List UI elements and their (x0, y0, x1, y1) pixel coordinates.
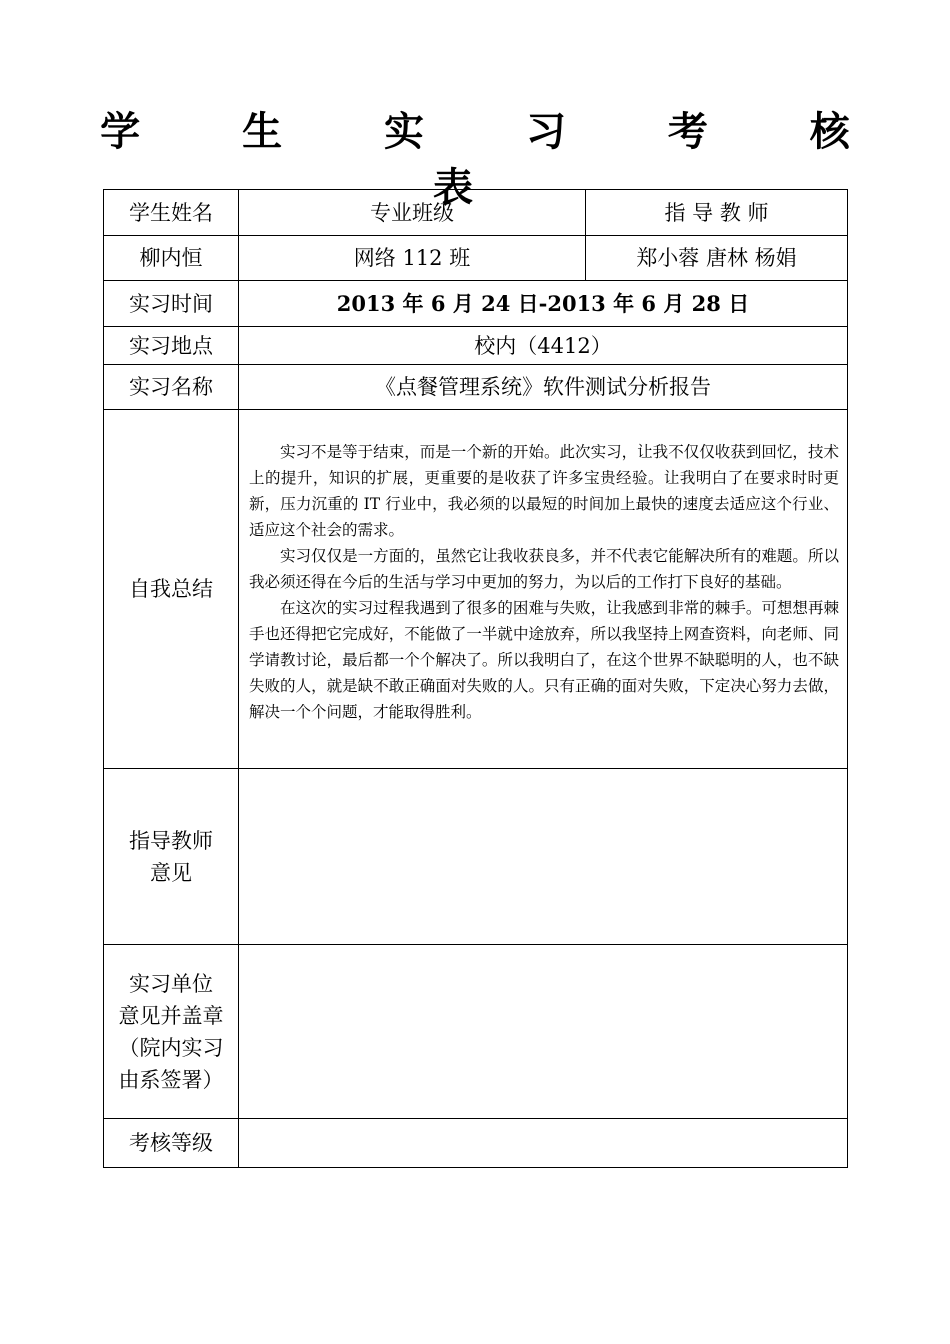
header-row (104, 190, 848, 236)
teachers-value: 郑小蓉 唐林 杨娟 (586, 236, 848, 281)
teacher-opinion-row (104, 769, 848, 945)
time-label: 实习时间 (104, 281, 239, 327)
summary-paragraph-2: 实习仅仅是一方面的，虽然它让我收获良多，并不代表它能解决所有的难题。所以我必须还得在今后的生活与学习中更加的努力，为以后的工作打下良好的基础。 (249, 547, 839, 591)
class-value: 网络 112 班 (239, 236, 586, 281)
grade-value (239, 1119, 848, 1168)
summary-text (239, 410, 847, 725)
summary-row (104, 410, 848, 769)
unit-opinion-value (239, 945, 848, 1119)
student-name-label: 学生姓名 (104, 190, 239, 236)
internship-name-value: 《点餐管理系统》软件测试分析报告 (239, 365, 848, 410)
page-title: 学 生 实 习 考 核 表 (100, 108, 894, 211)
unit-opinion-label-line3: （院内实习 (118, 1035, 224, 1060)
location-row (104, 327, 848, 365)
grade-row (104, 1119, 848, 1168)
time-value: 2013 年 6 月 24 日-2013 年 6 月 28 日 (239, 281, 848, 327)
location-value: 校内（4412） (239, 327, 848, 365)
assessment-table (103, 189, 848, 1168)
teacher-opinion-value (239, 769, 848, 945)
internship-name-row (104, 365, 848, 410)
unit-opinion-label-line1: 实习单位 (129, 971, 213, 996)
student-name-value: 柳内恒 (104, 236, 239, 281)
info-row (104, 236, 848, 281)
unit-opinion-label (104, 945, 239, 1119)
class-label: 专业班级 (239, 190, 586, 236)
teacher-opinion-label-line2: 意见 (150, 860, 192, 885)
summary-label: 自我总结 (104, 410, 239, 769)
teacher-label: 指 导 教 师 (586, 190, 848, 236)
teacher-opinion-label (104, 769, 239, 945)
unit-opinion-row (104, 945, 848, 1119)
grade-label: 考核等级 (104, 1119, 239, 1168)
unit-opinion-label-line2: 意见并盖章 (118, 1003, 224, 1028)
summary-paragraph-3: 在这次的实习过程我遇到了很多的困难与失败，让我感到非常的棘手。可想想再棘手也还得把它完成好，不能做了一半就中途放弃，所以我坚持上网查资料，向老师、同学请教讨论，最后都一个个解决了。所以我明白了，在这个世界不缺聪明的人，也不缺失败的人，就是缺不敢正确面对失败的人。只有正确的面对失败，下定决心努力去做，解决一个个问题，才能取得胜利。 (249, 599, 839, 721)
teacher-opinion-label-line1: 指导教师 (129, 828, 213, 853)
summary-cell (239, 410, 848, 769)
summary-paragraph-1: 实习不是等于结束，而是一个新的开始。此次实习，让我不仅仅收获到回忆，技术上的提升，知识的扩展，更重要的是收获了许多宝贵经验。让我明白了在要求时时更新，压力沉重的 IT 行业中，我必须的以最短的时间加上最快的速度去适应这个行业、适应这个社会的需求。 (249, 443, 839, 539)
internship-name-label: 实习名称 (104, 365, 239, 410)
location-label: 实习地点 (104, 327, 239, 365)
time-row (104, 281, 848, 327)
unit-opinion-label-line4: 由系签署） (118, 1067, 224, 1092)
